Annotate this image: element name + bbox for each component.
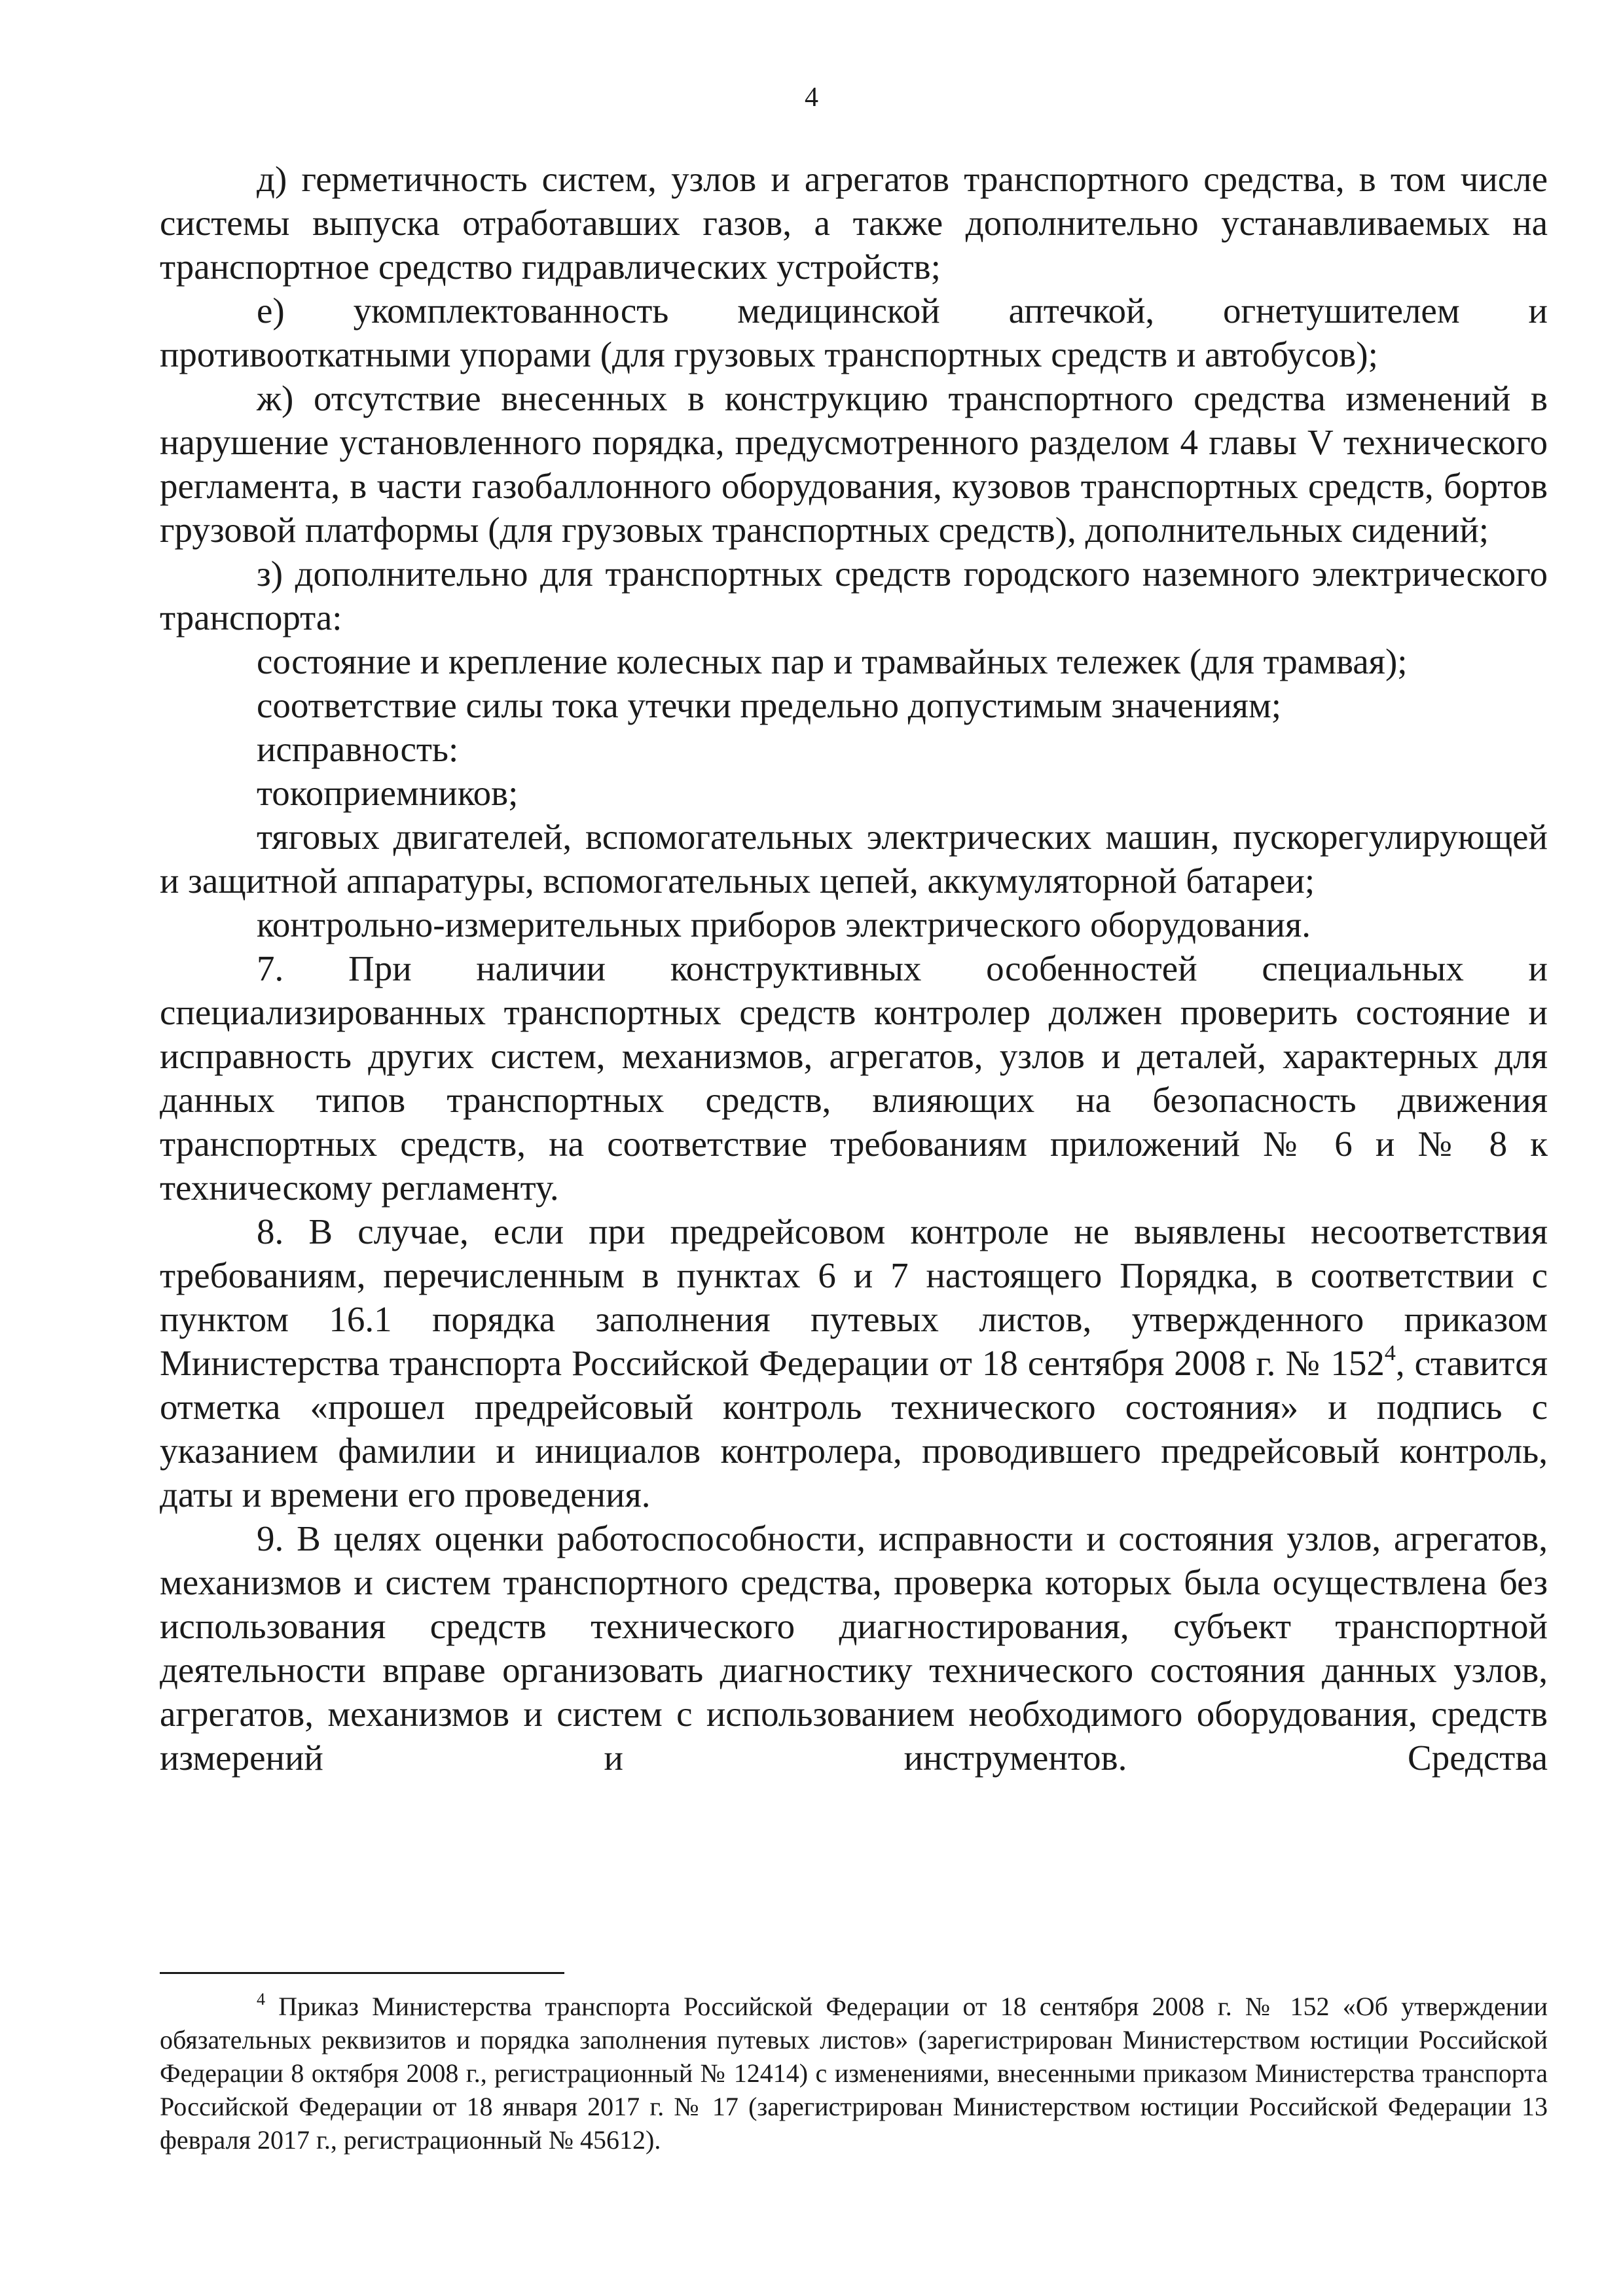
item-current-collectors: токоприемников; bbox=[257, 773, 519, 813]
paragraph-e: е) укомплектованность медицинской аптечкой, огнетушителем и противооткатными упорами (для грузовых транспортных средств и автобусов); bbox=[160, 291, 1548, 374]
footnote-separator bbox=[160, 1972, 564, 1974]
item-leakage-current: соответствие силы тока утечки предельно допустимым значениям; bbox=[257, 685, 1282, 725]
item-wheel-pairs: состояние и крепление колесных пар и трамвайных тележек (для трамвая); bbox=[257, 641, 1408, 681]
footnote-reference: 4 bbox=[1384, 1340, 1396, 1365]
paragraph-8 bbox=[160, 1210, 1548, 1516]
footnote bbox=[160, 1990, 1548, 2157]
item-traction-motors: тяговых двигателей, вспомогательных электрических машин, пускорегулирующей и защитной аппаратуры, вспомогательных цепей, аккумуляторной батареи; bbox=[160, 817, 1548, 901]
paragraph-7: 7. При наличии конструктивных особенностей специальных и специализированных транспортных средств контролер должен проверить состояние и исправность других систем, механизмов, агрегатов, узлов и деталей, характерных для данных типов транспортных средств, влияющих на безопасность движения транспортных средств, на соответствие требованиям приложений № 6 и № 8 к техническому регламенту. bbox=[160, 948, 1548, 1208]
paragraph-8-part-2: , ставится отметка «прошел предрейсовый контроль технического состояния» и подпись с указанием фамилии и инициалов контролера, проводившего предрейсовый контроль, даты и времени его проведения. bbox=[160, 1343, 1548, 1515]
page-number: 4 bbox=[805, 82, 818, 113]
footnote-paragraph bbox=[160, 1990, 1548, 2157]
item-instruments: контрольно-измерительных приборов электрического оборудования. bbox=[257, 905, 1311, 944]
paragraph-8-part-1: 8. В случае, если при предрейсовом контроле не выявлены несоответствия требованиям, перечисленным в пунктах 6 и 7 настоящего Порядка, в соответствии с пунктом 16.1 порядка заполнения путевых листов, утвержденного приказом Министерства транспорта Российской Федерации от 18 сентября 2008 г. № 152 bbox=[160, 1211, 1548, 1383]
document-body bbox=[160, 157, 1548, 1780]
paragraph-d: д) герметичность систем, узлов и агрегатов транспортного средства, в том числе системы выпуска отработавших газов, а также дополнительно устанавливаемых на транспортное средство гидравлических устройств; bbox=[160, 159, 1548, 287]
footnote-marker: 4 bbox=[257, 1989, 265, 2009]
paragraph-9: 9. В целях оценки работоспособности, исправности и состояния узлов, агрегатов, механизмов и систем транспортного средства, проверка которых была осуществлена без использования средств технического диагностирования, субъект транспортной деятельности вправе организовать диагностику технического состояния данных узлов, агрегатов, механизмов и систем с использованием необходимого оборудования, средств измерений и инструментов. Средства bbox=[160, 1518, 1548, 1778]
item-serviceability: исправность: bbox=[257, 729, 459, 769]
footnote-text: Приказ Министерства транспорта Российской Федерации от 18 сентября 2008 г. № 152 «Об утверждении обязательных реквизитов и порядка заполнения путевых листов» (зарегистрирован Министерством юстиции Российской Федерации 8 октября 2008 г., регистрационный № 12414) с изменениями, внесенными приказом Министерства транспорта Российской Федерации от 18 января 2017 г. № 17 (зарегистрирован Министерством юстиции Российской Федерации 13 февраля 2017 г., регистрационный № 45612). bbox=[160, 1992, 1548, 2155]
paragraph-z: з) дополнительно для транспортных средств городского наземного электрического транспорта: bbox=[160, 554, 1548, 637]
paragraph-zh: ж) отсутствие внесенных в конструкцию транспортного средства изменений в нарушение установленного порядка, предусмотренного разделом 4 главы V технического регламента, в части газобаллонного оборудования, кузовов транспортных средств, бортов грузовой платформы (для грузовых транспортных средств), дополнительных сидений; bbox=[160, 378, 1548, 550]
